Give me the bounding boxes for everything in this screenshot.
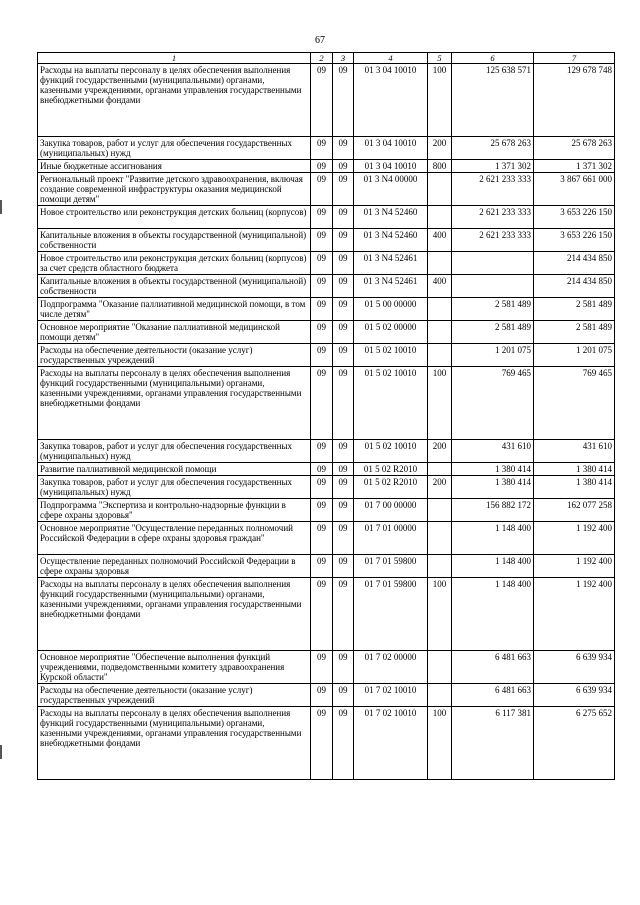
- row-c4-cell: 01 5 02 R2010: [354, 476, 428, 499]
- row-c6-cell: [452, 252, 534, 275]
- row-c2-cell: 09: [311, 555, 333, 578]
- row-c4-cell: 01 5 02 10010: [354, 367, 428, 440]
- table-row: [38, 160, 615, 173]
- column-header: 3: [333, 53, 354, 64]
- row-c3-cell: 09: [333, 275, 354, 298]
- row-c3-cell: 09: [333, 522, 354, 555]
- row-name-cell: Основное мероприятие "Осуществление переданных полномочий Российской Федерации в сфере охраны здоровья граждан": [38, 522, 311, 555]
- row-name-cell: Капитальные вложения в объекты государственной (муниципальной) собственности: [38, 275, 311, 298]
- row-c4-cell: 01 7 01 00000: [354, 522, 428, 555]
- row-c5-cell: 800: [428, 160, 452, 173]
- row-c6-cell: 6 117 381: [452, 707, 534, 780]
- row-c3-cell: 09: [333, 321, 354, 344]
- table-row: [38, 463, 615, 476]
- row-c2-cell: 09: [311, 321, 333, 344]
- table-row: [38, 499, 615, 522]
- row-c4-cell: 01 7 02 00000: [354, 651, 428, 684]
- budget-table: [37, 52, 615, 780]
- row-c2-cell: 09: [311, 252, 333, 275]
- row-c6-cell: 1 380 414: [452, 463, 534, 476]
- row-c5-cell: [428, 684, 452, 707]
- row-c5-cell: 200: [428, 440, 452, 463]
- row-name-cell: Основное мероприятие "Оказание паллиативной медицинской помощи детям": [38, 321, 311, 344]
- scan-edge-mark: [0, 200, 2, 214]
- row-c2-cell: 09: [311, 137, 333, 160]
- row-c2-cell: 09: [311, 367, 333, 440]
- row-name-cell: Расходы на обеспечение деятельности (оказание услуг) государственных учреждений: [38, 344, 311, 367]
- row-c6-cell: 6 481 663: [452, 684, 534, 707]
- row-c7-cell: 1 192 400: [534, 578, 615, 651]
- row-c2-cell: 09: [311, 344, 333, 367]
- table-row: [38, 275, 615, 298]
- row-c4-cell: 01 3 04 10010: [354, 64, 428, 137]
- row-c3-cell: 09: [333, 463, 354, 476]
- table-row: [38, 578, 615, 651]
- row-name-cell: Капитальные вложения в объекты государственной (муниципальной) собственности: [38, 229, 311, 252]
- table-row: [38, 173, 615, 206]
- row-c3-cell: 09: [333, 173, 354, 206]
- row-c4-cell: 01 5 00 00000: [354, 298, 428, 321]
- row-c7-cell: 1 371 302: [534, 160, 615, 173]
- table-row: [38, 229, 615, 252]
- row-c5-cell: [428, 298, 452, 321]
- row-c4-cell: 01 5 02 10010: [354, 344, 428, 367]
- row-c2-cell: 09: [311, 160, 333, 173]
- row-name-cell: Расходы на выплаты персоналу в целях обеспечения выполнения функций государственными (муниципальными) органами, казенными учреждениями, органами управления государственными внебюджетными фондами: [38, 578, 311, 651]
- row-c2-cell: 09: [311, 298, 333, 321]
- row-c4-cell: 01 3 N4 52461: [354, 252, 428, 275]
- row-c2-cell: 09: [311, 476, 333, 499]
- row-name-cell: Новое строительство или реконструкция детских больниц (корпусов) за счет средств областного бюджета: [38, 252, 311, 275]
- row-c6-cell: 1 148 400: [452, 555, 534, 578]
- row-c7-cell: 1 192 400: [534, 555, 615, 578]
- row-name-cell: Подпрограмма "Оказание паллиативной медицинской помощи, в том числе детям": [38, 298, 311, 321]
- row-c5-cell: 200: [428, 137, 452, 160]
- row-c3-cell: 09: [333, 651, 354, 684]
- table-row: [38, 555, 615, 578]
- column-header: 2: [311, 53, 333, 64]
- row-c5-cell: [428, 499, 452, 522]
- row-c5-cell: 100: [428, 64, 452, 137]
- row-c7-cell: 25 678 263: [534, 137, 615, 160]
- row-c6-cell: 1 380 414: [452, 476, 534, 499]
- row-c5-cell: [428, 651, 452, 684]
- row-c3-cell: 09: [333, 298, 354, 321]
- column-header: 7: [534, 53, 615, 64]
- row-c7-cell: 3 867 661 000: [534, 173, 615, 206]
- row-c3-cell: 09: [333, 707, 354, 780]
- row-name-cell: Развитие паллиативной медицинской помощи: [38, 463, 311, 476]
- row-c7-cell: 3 653 226 150: [534, 206, 615, 229]
- row-c6-cell: 1 371 302: [452, 160, 534, 173]
- row-c2-cell: 09: [311, 173, 333, 206]
- row-c2-cell: 09: [311, 707, 333, 780]
- row-name-cell: Подпрограмма "Экспертиза и контрольно-надзорные функции в сфере охраны здоровья": [38, 499, 311, 522]
- row-name-cell: Закупка товаров, работ и услуг для обеспечения государственных (муниципальных) нужд: [38, 137, 311, 160]
- table-row: [38, 252, 615, 275]
- row-c6-cell: 1 148 400: [452, 522, 534, 555]
- row-c3-cell: 09: [333, 367, 354, 440]
- row-c5-cell: [428, 321, 452, 344]
- row-c7-cell: 2 581 489: [534, 298, 615, 321]
- row-c5-cell: [428, 522, 452, 555]
- row-name-cell: Иные бюджетные ассигнования: [38, 160, 311, 173]
- row-c5-cell: 100: [428, 367, 452, 440]
- row-c2-cell: 09: [311, 440, 333, 463]
- row-c4-cell: 01 7 02 10010: [354, 707, 428, 780]
- row-c3-cell: 09: [333, 344, 354, 367]
- table-row: [38, 206, 615, 229]
- row-name-cell: Расходы на выплаты персоналу в целях обеспечения выполнения функций государственными (муниципальными) органами, казенными учреждениями, органами управления государственными внебюджетными фондами: [38, 64, 311, 137]
- row-name-cell: Закупка товаров, работ и услуг для обеспечения государственных (муниципальных) нужд: [38, 440, 311, 463]
- row-name-cell: Осуществление переданных полномочий Российской Федерации в сфере охраны здоровья: [38, 555, 311, 578]
- table-row: [38, 321, 615, 344]
- row-c5-cell: [428, 344, 452, 367]
- row-c2-cell: 09: [311, 522, 333, 555]
- row-c7-cell: 1 201 075: [534, 344, 615, 367]
- row-c6-cell: 6 481 663: [452, 651, 534, 684]
- column-header: 4: [354, 53, 428, 64]
- row-c3-cell: 09: [333, 252, 354, 275]
- row-c7-cell: 214 434 850: [534, 252, 615, 275]
- scan-edge-mark: [0, 745, 2, 759]
- row-c4-cell: 01 5 02 10010: [354, 440, 428, 463]
- column-header: 1: [38, 53, 311, 64]
- column-header: 5: [428, 53, 452, 64]
- row-c4-cell: 01 3 N4 52461: [354, 275, 428, 298]
- row-c7-cell: 162 077 258: [534, 499, 615, 522]
- column-number-row: [38, 53, 615, 64]
- row-name-cell: Региональный проект "Развитие детского здравоохранения, включая создание современной инфраструктуры оказания медицинской помощи детям": [38, 173, 311, 206]
- row-c2-cell: 09: [311, 64, 333, 137]
- row-c6-cell: 2 621 233 333: [452, 229, 534, 252]
- row-c3-cell: 09: [333, 64, 354, 137]
- row-c7-cell: 2 581 489: [534, 321, 615, 344]
- page-number: 67: [315, 35, 325, 46]
- row-c2-cell: 09: [311, 229, 333, 252]
- row-c5-cell: [428, 173, 452, 206]
- row-c6-cell: 2 621 233 333: [452, 173, 534, 206]
- row-c5-cell: [428, 555, 452, 578]
- table-row: [38, 707, 615, 780]
- table-row: [38, 298, 615, 321]
- row-c3-cell: 09: [333, 578, 354, 651]
- row-c3-cell: 09: [333, 684, 354, 707]
- row-c6-cell: [452, 275, 534, 298]
- row-c5-cell: 400: [428, 275, 452, 298]
- row-c4-cell: 01 3 04 10010: [354, 137, 428, 160]
- row-c4-cell: 01 7 01 59800: [354, 578, 428, 651]
- table-row: [38, 476, 615, 499]
- row-name-cell: Расходы на обеспечение деятельности (оказание услуг) государственных учреждений: [38, 684, 311, 707]
- row-c6-cell: 1 148 400: [452, 578, 534, 651]
- row-c3-cell: 09: [333, 555, 354, 578]
- row-c7-cell: 6 275 652: [534, 707, 615, 780]
- row-c2-cell: 09: [311, 463, 333, 476]
- row-c6-cell: 769 465: [452, 367, 534, 440]
- row-c3-cell: 09: [333, 229, 354, 252]
- row-c4-cell: 01 5 02 R2010: [354, 463, 428, 476]
- table-row: [38, 522, 615, 555]
- row-c7-cell: 3 653 226 150: [534, 229, 615, 252]
- row-c4-cell: 01 3 N4 52460: [354, 229, 428, 252]
- row-c6-cell: 25 678 263: [452, 137, 534, 160]
- row-c3-cell: 09: [333, 160, 354, 173]
- row-c2-cell: 09: [311, 275, 333, 298]
- row-c5-cell: [428, 463, 452, 476]
- row-c4-cell: 01 7 01 59800: [354, 555, 428, 578]
- row-c5-cell: 100: [428, 707, 452, 780]
- row-c3-cell: 09: [333, 499, 354, 522]
- row-c2-cell: 09: [311, 651, 333, 684]
- row-name-cell: Расходы на выплаты персоналу в целях обеспечения выполнения функций государственными (муниципальными) органами, казенными учреждениями, органами управления государственными внебюджетными фондами: [38, 367, 311, 440]
- row-c2-cell: 09: [311, 499, 333, 522]
- row-c5-cell: [428, 252, 452, 275]
- row-c6-cell: 2 621 233 333: [452, 206, 534, 229]
- row-c7-cell: 6 639 934: [534, 684, 615, 707]
- row-c4-cell: 01 7 02 10010: [354, 684, 428, 707]
- row-c3-cell: 09: [333, 476, 354, 499]
- row-name-cell: Расходы на выплаты персоналу в целях обеспечения выполнения функций государственными (муниципальными) органами, казенными учреждениями, органами управления государственными внебюджетными фондами: [38, 707, 311, 780]
- row-name-cell: Основное мероприятие "Обеспечение выполнения функций учреждениями, подведомственными комитету здравоохранения Курской области": [38, 651, 311, 684]
- row-c5-cell: [428, 206, 452, 229]
- row-c6-cell: 1 201 075: [452, 344, 534, 367]
- row-c2-cell: 09: [311, 578, 333, 651]
- row-c3-cell: 09: [333, 440, 354, 463]
- row-c6-cell: 2 581 489: [452, 321, 534, 344]
- table-row: [38, 64, 615, 137]
- table-row: [38, 367, 615, 440]
- row-c7-cell: 769 465: [534, 367, 615, 440]
- row-name-cell: Новое строительство или реконструкция детских больниц (корпусов): [38, 206, 311, 229]
- row-c5-cell: 100: [428, 578, 452, 651]
- row-c7-cell: 431 610: [534, 440, 615, 463]
- row-c3-cell: 09: [333, 137, 354, 160]
- row-c6-cell: 125 638 571: [452, 64, 534, 137]
- row-c6-cell: 2 581 489: [452, 298, 534, 321]
- row-c5-cell: 200: [428, 476, 452, 499]
- row-c7-cell: 1 192 400: [534, 522, 615, 555]
- table-row: [38, 344, 615, 367]
- column-header: 6: [452, 53, 534, 64]
- row-c4-cell: 01 3 04 10010: [354, 160, 428, 173]
- row-c7-cell: 1 380 414: [534, 476, 615, 499]
- row-c4-cell: 01 3 N4 52460: [354, 206, 428, 229]
- row-c4-cell: 01 7 00 00000: [354, 499, 428, 522]
- row-c4-cell: 01 3 N4 00000: [354, 173, 428, 206]
- row-c3-cell: 09: [333, 206, 354, 229]
- table-row: [38, 651, 615, 684]
- row-c7-cell: 1 380 414: [534, 463, 615, 476]
- row-c2-cell: 09: [311, 206, 333, 229]
- row-c7-cell: 6 639 934: [534, 651, 615, 684]
- table-row: [38, 137, 615, 160]
- row-c6-cell: 431 610: [452, 440, 534, 463]
- row-c2-cell: 09: [311, 684, 333, 707]
- row-c5-cell: 400: [428, 229, 452, 252]
- row-c7-cell: 129 678 748: [534, 64, 615, 137]
- table-row: [38, 684, 615, 707]
- table-row: [38, 440, 615, 463]
- row-c4-cell: 01 5 02 00000: [354, 321, 428, 344]
- row-c6-cell: 156 882 172: [452, 499, 534, 522]
- row-c7-cell: 214 434 850: [534, 275, 615, 298]
- row-name-cell: Закупка товаров, работ и услуг для обеспечения государственных (муниципальных) нужд: [38, 476, 311, 499]
